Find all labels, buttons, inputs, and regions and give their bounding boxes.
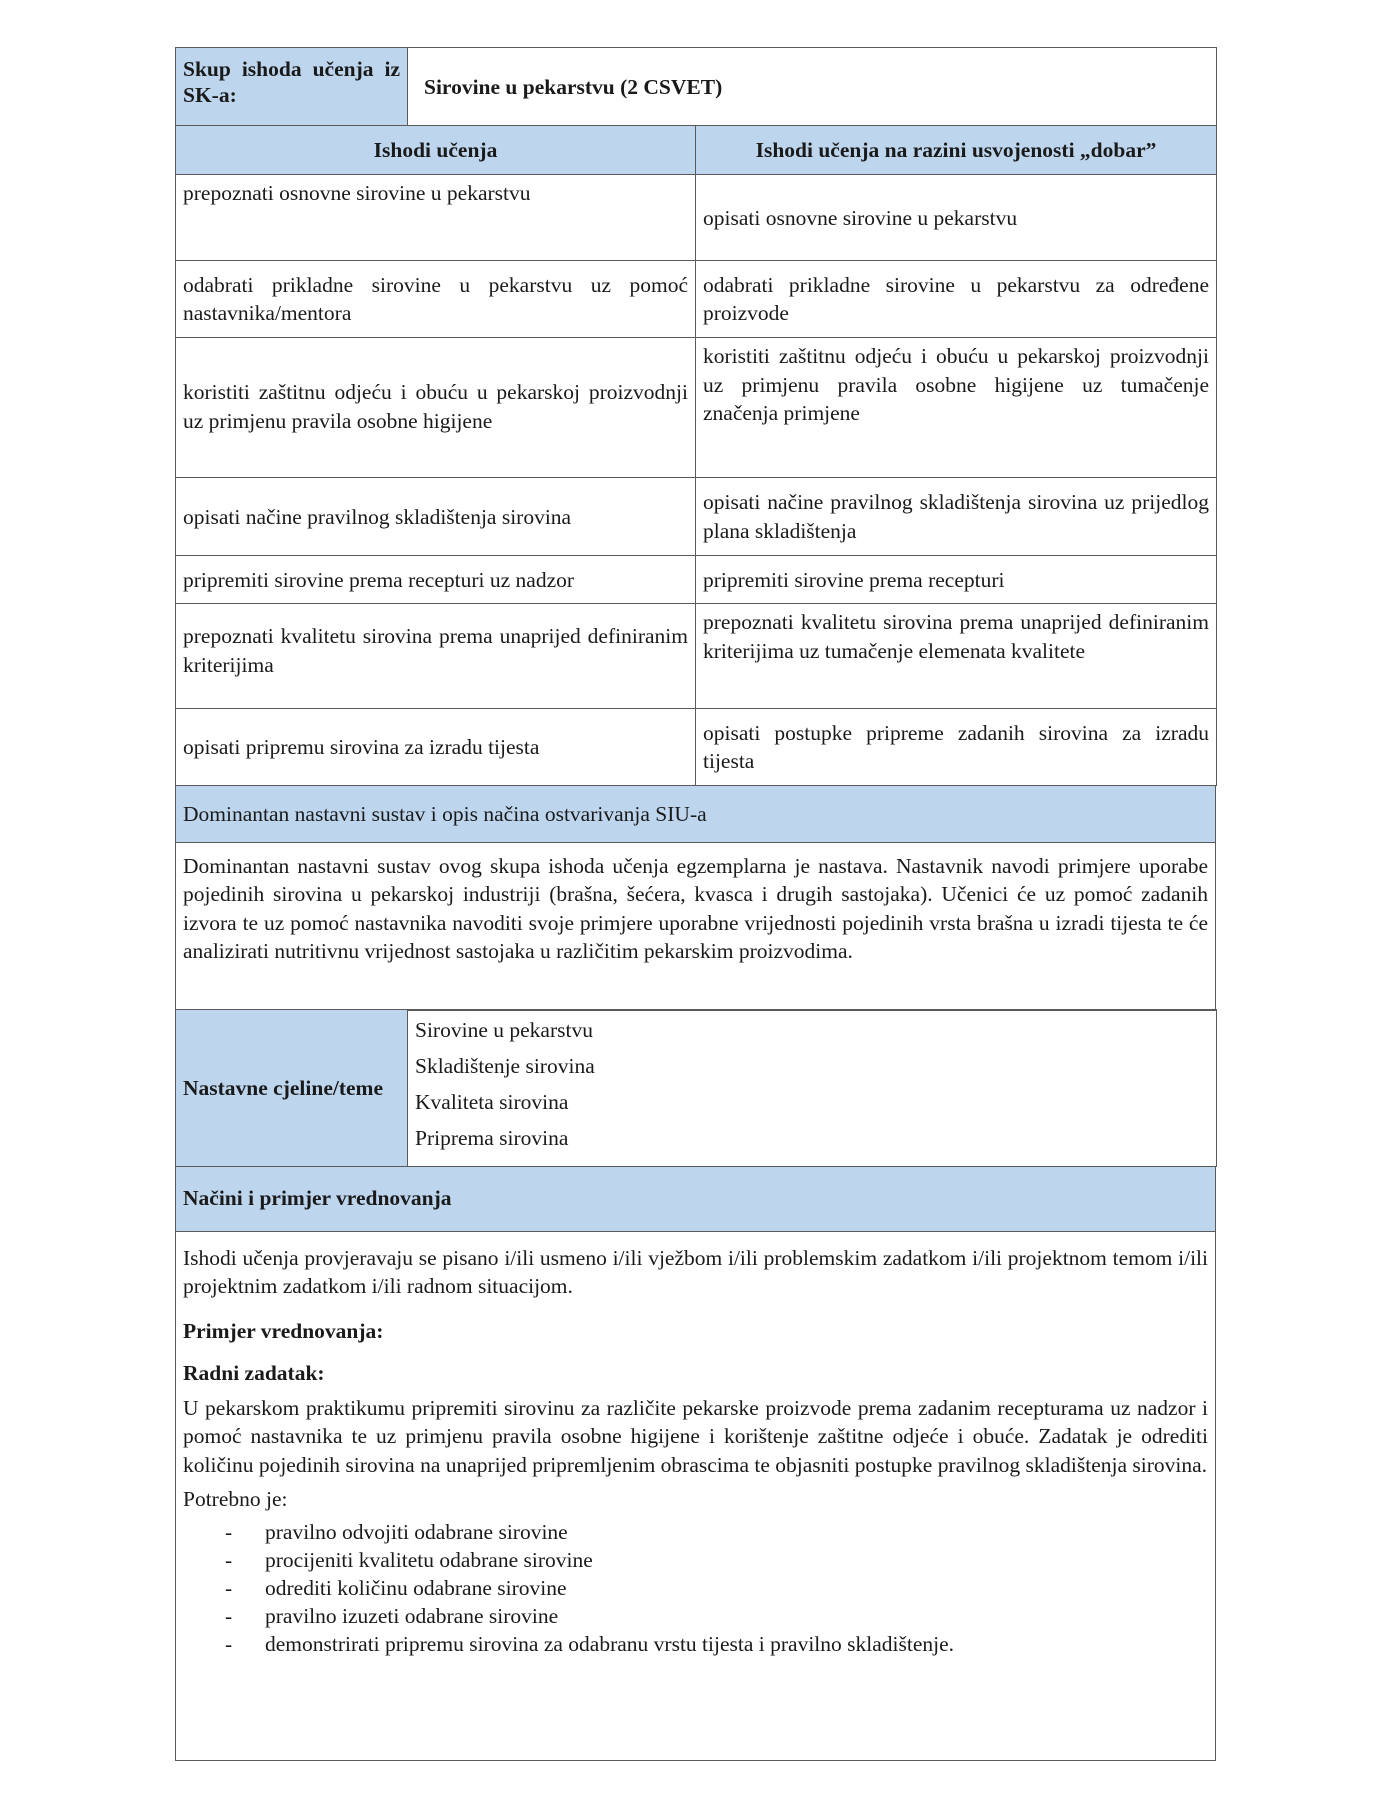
- column-header-good-level: Ishodi učenja na razini usvojenosti „dobar”: [696, 126, 1217, 175]
- topics-label: Nastavne cjeline/teme: [176, 1010, 408, 1167]
- table-row: [176, 338, 1217, 478]
- task-heading: Radni zadatak:: [183, 1361, 325, 1386]
- evaluation-table: [175, 1166, 1216, 1761]
- outcomes-table: [175, 125, 1217, 786]
- dash-bullet-icon: -: [225, 1603, 233, 1628]
- dash-bullet-icon: -: [225, 1519, 233, 1544]
- task-body: U pekarskom praktikumu pripremiti sirovinu za različite pekarske proizvode prema zadanim recepturama uz nadzor i pomoć nastavnika te uz primjenu pravila osobne higijene i korištenje zaštitne odjeće i obuće. Zadatak je odrediti količinu pojedinih sirovina na unaprijed pripremljenim obrascima te objasniti postupke pravilnog skladištenja sirovina.: [183, 1395, 1208, 1477]
- good-level-cell: prepoznati kvalitetu sirovina prema unaprijed definiranim kriterijima uz tumačenje elemenata kvalitete: [696, 604, 1217, 709]
- topic-item: Skladištenje sirovina: [415, 1054, 595, 1079]
- requirement-text: procijeniti kvalitetu odabrane sirovine: [265, 1547, 593, 1572]
- requirements-list: [183, 1518, 1208, 1658]
- good-level-cell: koristiti zaštitnu odjeću i obuću u pekarskoj proizvodnji uz primjenu pravila osobne higijene uz tumačenje značenja primjene: [696, 338, 1217, 478]
- topic-item: Priprema sirovina: [415, 1126, 569, 1151]
- skup-label: Skup ishoda učenja iz SK-a:: [176, 48, 408, 127]
- outcome-cell: odabrati prikladne sirovine u pekarstvu uz pomoć nastavnika/mentora: [176, 261, 696, 338]
- table-row: [176, 556, 1217, 604]
- required-label: Potrebno je:: [183, 1487, 288, 1512]
- evaluation-intro: Ishodi učenja provjeravaju se pisano i/ili usmeno i/ili vježbom i/ili problemskim zadatkom i/ili projektnom temom i/ili projektnim zadatkom i/ili radnom situacijom.: [183, 1245, 1208, 1299]
- outcomes-header-row: [176, 126, 1217, 175]
- outcome-cell: prepoznati osnovne sirovine u pekarstvu: [176, 175, 696, 261]
- outcome-cell: prepoznati kvalitetu sirovina prema unaprijed definiranim kriterijima: [176, 604, 696, 709]
- table-row: [176, 709, 1217, 786]
- topics-row: [176, 1010, 1217, 1167]
- teaching-system-body: Dominantan nastavni sustav ovog skupa ishoda učenja egzemplarna je nastava. Nastavnik navodi primjere uporabe pojedinih sirovina u pekarskoj industriji (brašna, šećera, kvasca i drugih sastojaka). Učenici će uz pomoć zadanih izvora te uz pomoć nastavnika navoditi svoje primjere uporabne vrijednosti pojedinih vrsta brašna u izradi tijesta te će analizirati nutritivnu vrijednost sastojaka u različitim pekarskim proizvodima.: [176, 842, 1216, 1010]
- table-row: [176, 175, 1217, 261]
- title-row: [176, 48, 1217, 127]
- good-level-cell: opisati osnovne sirovine u pekarstvu: [696, 175, 1217, 261]
- outcome-cell: koristiti zaštitnu odjeću i obuću u pekarskoj proizvodnji uz primjenu pravila osobne higijene: [176, 338, 696, 478]
- topics-list: [408, 1010, 1217, 1167]
- skup-title: Sirovine u pekarstvu (2 CSVET): [408, 48, 1217, 127]
- list-item: [225, 1546, 1208, 1574]
- topics-table: [175, 1009, 1217, 1167]
- evaluation-body: [176, 1231, 1216, 1760]
- requirement-text: pravilno izuzeti odabrane sirovine: [265, 1603, 559, 1628]
- evaluation-heading-row: [176, 1166, 1216, 1231]
- column-header-outcomes: Ishodi učenja: [176, 126, 696, 175]
- table-row: [176, 478, 1217, 556]
- teaching-system-heading-row: [176, 785, 1216, 842]
- requirement-text: odrediti količinu odabrane sirovine: [265, 1575, 567, 1600]
- evaluation-heading: Načini i primjer vrednovanja: [176, 1166, 1216, 1231]
- dash-bullet-icon: -: [225, 1547, 233, 1572]
- topic-item: Sirovine u pekarstvu: [415, 1018, 593, 1043]
- list-item: [225, 1602, 1208, 1630]
- table-row: [176, 604, 1217, 709]
- list-item: [225, 1518, 1208, 1546]
- teaching-system-table: [175, 785, 1216, 1011]
- outcome-cell: pripremiti sirovine prema recepturi uz nadzor: [176, 556, 696, 604]
- dash-bullet-icon: -: [225, 1631, 233, 1656]
- teaching-system-heading: Dominantan nastavni sustav i opis načina ostvarivanja SIU-a: [176, 785, 1216, 842]
- table-row: [176, 261, 1217, 338]
- topic-item: Kvaliteta sirovina: [415, 1090, 569, 1115]
- outcome-cell: opisati načine pravilnog skladištenja sirovina: [176, 478, 696, 556]
- good-level-cell: odabrati prikladne sirovine u pekarstvu za određene proizvode: [696, 261, 1217, 338]
- list-item: [225, 1574, 1208, 1602]
- good-level-cell: opisati načine pravilnog skladištenja sirovina uz prijedlog plana skladištenja: [696, 478, 1217, 556]
- requirement-text: pravilno odvojiti odabrane sirovine: [265, 1519, 568, 1544]
- good-level-cell: pripremiti sirovine prema recepturi: [696, 556, 1217, 604]
- document-page: [175, 47, 1216, 1761]
- title-table: [175, 47, 1217, 127]
- evaluation-body-row: [176, 1231, 1216, 1760]
- requirement-text: demonstrirati pripremu sirovina za odabranu vrstu tijesta i pravilno skladištenje.: [265, 1631, 955, 1656]
- example-heading: Primjer vrednovanja:: [183, 1318, 384, 1343]
- good-level-cell: opisati postupke pripreme zadanih sirovina za izradu tijesta: [696, 709, 1217, 786]
- dash-bullet-icon: -: [225, 1575, 233, 1600]
- outcome-cell: opisati pripremu sirovina za izradu tijesta: [176, 709, 696, 786]
- teaching-system-body-row: [176, 842, 1216, 1010]
- list-item: [225, 1630, 1208, 1658]
